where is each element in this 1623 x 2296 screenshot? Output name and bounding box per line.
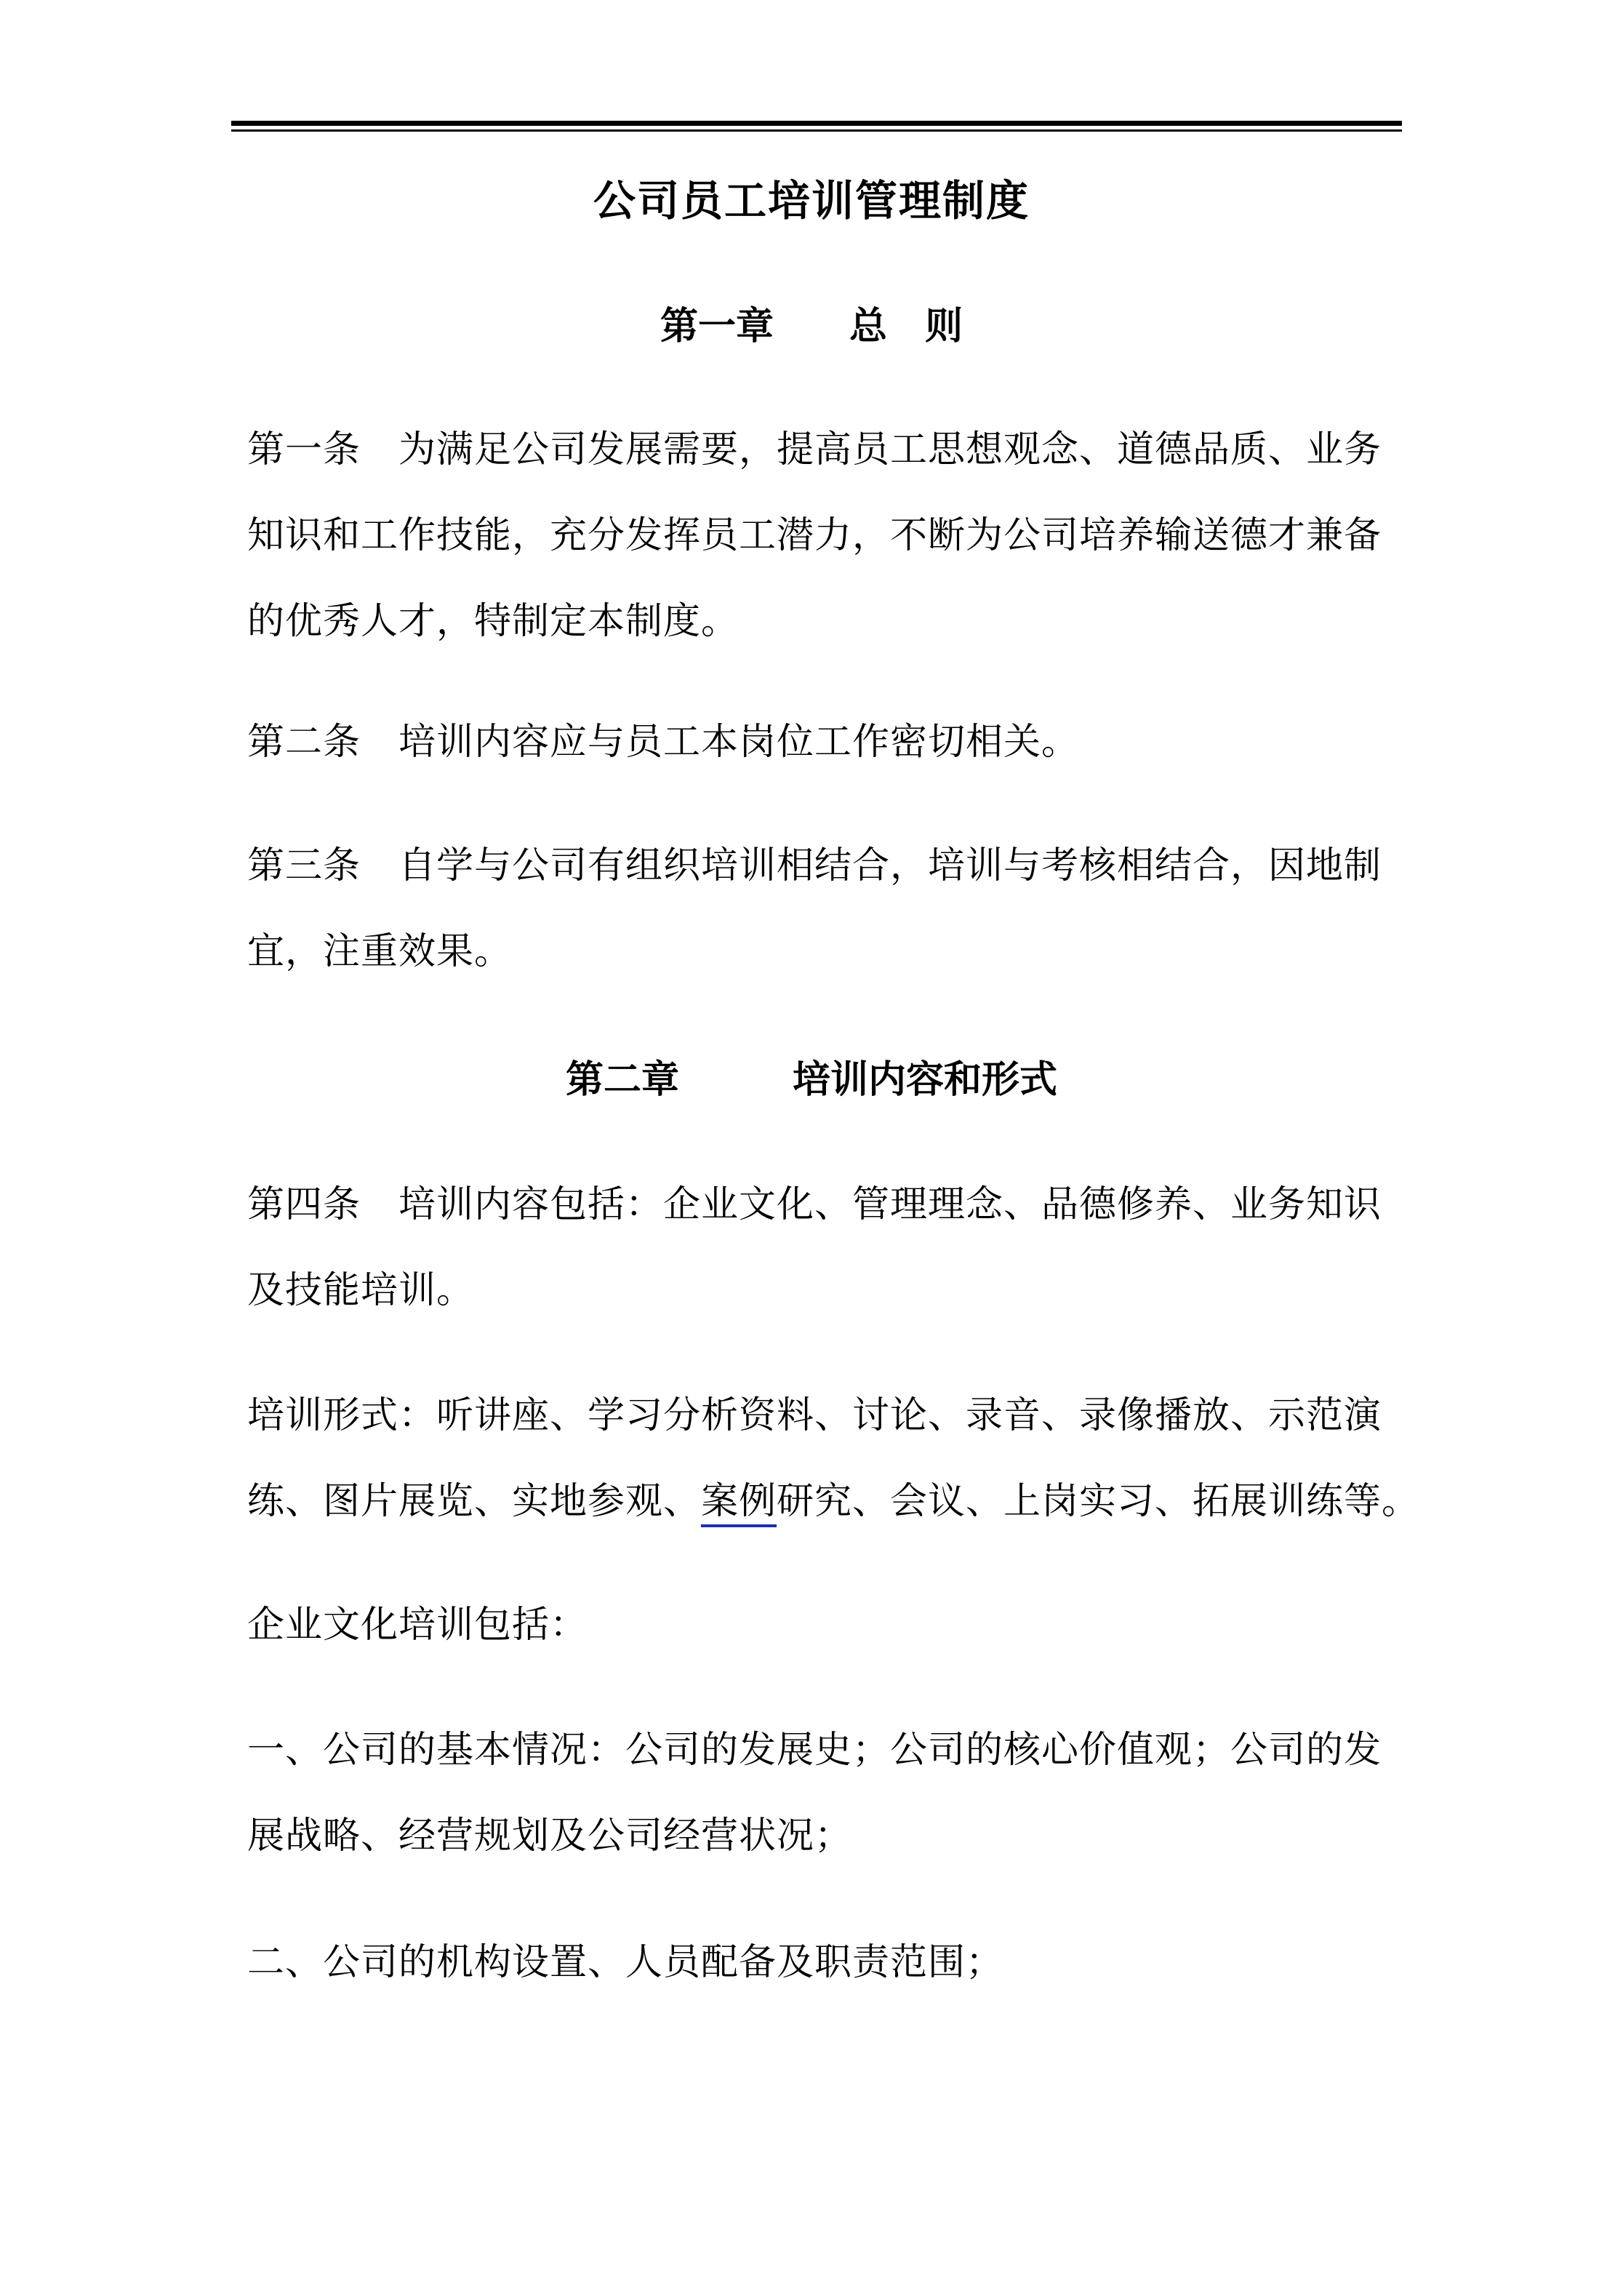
article-1-text-1: 为满足公司发展需要，提高员工思想观念、道德品质、业务 <box>398 428 1382 471</box>
article-3-line-2: 宜，注重效果。 <box>247 930 513 973</box>
article-2-lead: 第二条 <box>247 721 399 764</box>
chapter-2-heading: 第二章 培训内容和形式 <box>565 1058 1057 1102</box>
training-forms-text-after: 研究、会议、上岗实习、拓展训练等。 <box>777 1480 1420 1523</box>
article-4-text-1: 培训内容包括：企业文化、管理理念、品德修养、业务知识 <box>398 1183 1382 1226</box>
case-study-link[interactable]: 案例 <box>701 1480 777 1527</box>
chapter-1-heading: 第一章 总 则 <box>660 305 963 348</box>
article-4-line-2: 及技能培训。 <box>247 1269 475 1312</box>
header-rule-thick <box>231 121 1402 126</box>
training-forms-line-1: 培训形式：听讲座、学习分析资料、讨论、录音、录像播放、示范演 <box>247 1394 1382 1437</box>
article-3-lead: 第三条 <box>247 844 399 887</box>
item-1 <box>247 1708 1411 1879</box>
item-2 <box>247 1920 1411 2006</box>
training-forms-line-2 <box>247 1459 1420 1545</box>
culture-training-intro <box>247 1583 1411 1668</box>
item-2-line-1: 二、公司的机构设置、人员配备及职责范围； <box>247 1941 1004 1984</box>
culture-training-line-1: 企业文化培训包括： <box>247 1604 588 1647</box>
item-1-line-1: 一、公司的基本情况：公司的发展史；公司的核心价值观；公司的发 <box>247 1729 1382 1772</box>
article-1-lead: 第一条 <box>247 428 399 471</box>
article-4-lead: 第四条 <box>247 1183 399 1226</box>
article-3-line-1 <box>247 823 1411 909</box>
training-forms-text-before: 练、图片展览、实地参观、 <box>247 1480 702 1523</box>
article-2 <box>247 700 1411 785</box>
article-2-line-1 <box>247 700 1411 785</box>
article-3-text-1: 自学与公司有组织培训相结合，培训与考核相结合，因地制 <box>398 844 1382 887</box>
article-4-line-1 <box>247 1162 1411 1248</box>
article-3 <box>247 823 1411 995</box>
article-1-line-3: 的优秀人才，特制定本制度。 <box>247 600 740 643</box>
article-1-line-2: 知识和工作技能，充分发挥员工潜力，不断为公司培养输送德才兼备 <box>247 514 1382 557</box>
article-1 <box>247 407 1411 665</box>
document-title: 公司员工培训管理制度 <box>593 176 1030 225</box>
item-1-line-2: 展战略、经营规划及公司经营状况； <box>247 1815 853 1857</box>
article-2-text-1: 培训内容应与员工本岗位工作密切相关。 <box>398 721 1080 764</box>
article-4 <box>247 1162 1411 1334</box>
header-rule-thin <box>231 129 1402 132</box>
article-1-line-1 <box>247 407 1411 493</box>
training-forms <box>247 1373 1420 1545</box>
